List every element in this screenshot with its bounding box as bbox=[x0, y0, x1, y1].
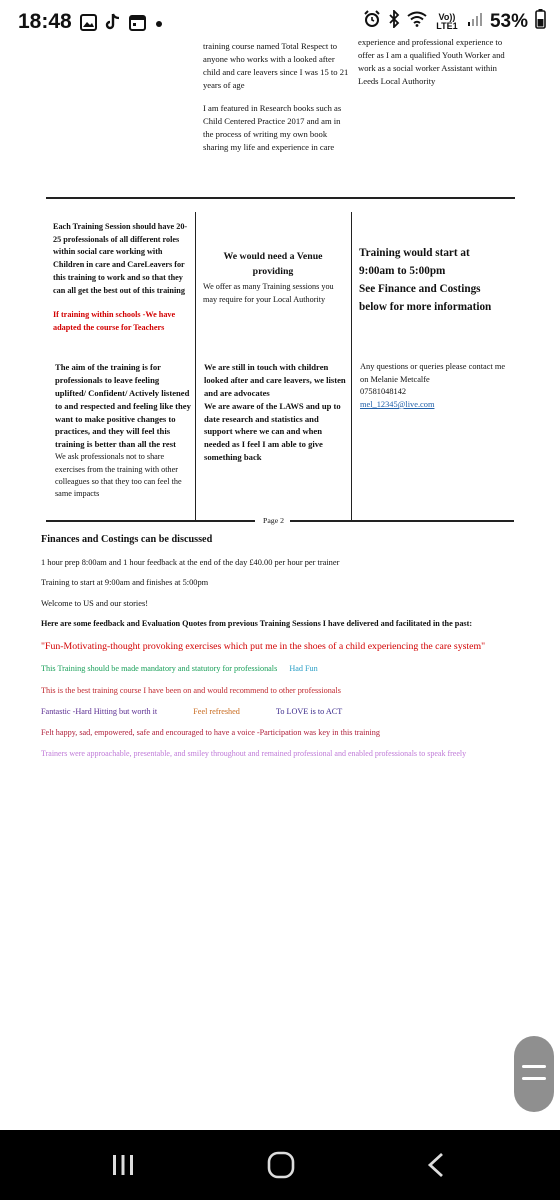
session-size-text: Each Training Session should have 20-25 professionals of all different roles within social care working with Children in care and CareLeavers for this training to work and so that they can all get the best out of this training bbox=[53, 222, 188, 295]
quote-5: Felt happy, sad, empowered, safe and encouraged to have a voice -Participation was key in this training bbox=[41, 728, 380, 737]
quote-2b: Had Fun bbox=[289, 664, 318, 673]
venue-text: We offer as many Training sessions you may require for your Local Authority bbox=[203, 282, 334, 304]
recents-icon[interactable] bbox=[110, 1152, 136, 1183]
grid-cell-r2c3 bbox=[360, 361, 512, 411]
training-aim-text: The aim of the training is for professionals to leave feeling uplifted/ Confident/ Actively listened to and respected and feeling like they want to make positive changes to practices, and they will feel this training is better than all the rest bbox=[55, 362, 191, 450]
training-start-line-3: See Finance and Costings bbox=[359, 283, 481, 296]
fast-scroll-handle[interactable] bbox=[514, 1036, 554, 1112]
top-right-paragraph-1: experience and professional experience to offer as I am a qualified Youth Worker and work as a social worker Assistant within Leeds Local Authority bbox=[358, 37, 505, 87]
in-touch-text: We are still in touch with children looked after and care leavers, we listen and are advocates bbox=[204, 362, 346, 398]
notification-dot-icon bbox=[154, 16, 164, 34]
quote-6: Trainers were approachable, presentable, and smiley throughout and remained professional and enabled professionals to speak freely bbox=[41, 749, 467, 758]
quote-1: "Fun-Motivating-thought provoking exercises which put me in the shoes of a child experiencing the care system" bbox=[41, 641, 486, 652]
home-icon[interactable] bbox=[266, 1150, 296, 1185]
schools-adapted-text: If training within schools -We have adapted the course for Teachers bbox=[53, 310, 176, 332]
grid-divider-1 bbox=[195, 212, 196, 520]
training-start-line-4: below for more information bbox=[359, 301, 492, 314]
grid-divider-2 bbox=[351, 212, 352, 520]
contact-text: Any questions or queries please contact me on Melanie Metcalfe bbox=[360, 362, 506, 384]
finance-line-2: Training to start at 9:00am and finishes at 5:00pm bbox=[41, 578, 209, 587]
contact-email-link[interactable]: mel_12345@live.com bbox=[360, 399, 435, 409]
quote-3: This is the best training course I have been on and would recommend to other professionals bbox=[41, 686, 341, 695]
wifi-icon bbox=[407, 11, 427, 33]
page-number: Page 2 bbox=[263, 516, 285, 525]
top-middle-paragraph-2: I am featured in Research books such as Child Centered Practice 2017 and am in the process of writing my own book sharing my life and experience in care bbox=[203, 103, 342, 153]
signal-icon bbox=[467, 11, 483, 33]
clock: 18:48 bbox=[18, 10, 72, 33]
page-break-rule-right bbox=[290, 520, 514, 522]
training-start-line-1: Training would start at bbox=[359, 247, 470, 259]
document-page[interactable] bbox=[0, 37, 560, 1130]
grid-cell-r1c3 bbox=[359, 244, 514, 317]
grid-cell-r1c1 bbox=[53, 221, 190, 335]
grid-top-rule bbox=[46, 197, 515, 199]
top-middle-column bbox=[203, 40, 351, 155]
finance-line-1: 1 hour prep 8:00am and 1 hour feedback at the end of the day £40.00 per hour per trainer bbox=[41, 558, 340, 567]
scroll-handle-line-1 bbox=[522, 1065, 546, 1068]
gallery-icon bbox=[80, 14, 97, 36]
no-sharing-text: We ask professionals not to share exercises from the training with other colleagues so that they too can feel the same impacts bbox=[55, 452, 182, 499]
bluetooth-icon bbox=[388, 10, 400, 34]
quote-4c: To LOVE is to ACT bbox=[275, 707, 343, 716]
battery-percent: 53% bbox=[489, 11, 528, 32]
laws-text: We are aware of the LAWS and up to date research and statistics and support where we can and when needed as I feel I am able to give something back bbox=[204, 400, 341, 463]
back-icon[interactable] bbox=[424, 1151, 448, 1184]
quote-4b: Feel refreshed bbox=[193, 707, 240, 716]
quote-2-row bbox=[41, 664, 318, 673]
grid-cell-r1c2 bbox=[203, 250, 343, 306]
scroll-handle-line-2 bbox=[522, 1077, 546, 1080]
alarm-icon bbox=[363, 10, 381, 34]
training-start-line-2: 9:00am to 5:00pm bbox=[359, 265, 446, 278]
contact-phone: 07581048142 bbox=[360, 387, 407, 397]
top-middle-paragraph-1: training course named Total Respect to anyone who works with a looked after child and care leavers since I was 15 to 21 years of age bbox=[203, 41, 349, 91]
finance-heading: Finances and Costings can be discussed bbox=[41, 534, 213, 545]
battery-icon bbox=[535, 9, 546, 35]
page-break-rule-left bbox=[46, 520, 255, 522]
grid-cell-r2c2 bbox=[204, 361, 346, 464]
quote-2a: This Training should be made mandatory and statutory for professionals bbox=[41, 664, 278, 673]
tiktok-icon bbox=[105, 13, 121, 36]
calendar-icon bbox=[129, 14, 146, 36]
welcome-line: Welcome to US and our stories! bbox=[41, 599, 149, 608]
grid-cell-r2c1 bbox=[55, 361, 192, 500]
venue-heading: We would need a Venue providing bbox=[223, 251, 323, 277]
feedback-heading: Here are some feedback and Evaluation Quotes from previous Training Sessions I have delivered and facilitated in the past: bbox=[41, 619, 473, 628]
navigation-bar bbox=[0, 1130, 560, 1200]
quote-4-row bbox=[41, 707, 342, 716]
quote-4a: Fantastic -Hard Hitting but worth it bbox=[41, 707, 158, 716]
network-label: Vo)) LTE1 bbox=[436, 12, 458, 31]
top-right-column bbox=[358, 36, 508, 88]
